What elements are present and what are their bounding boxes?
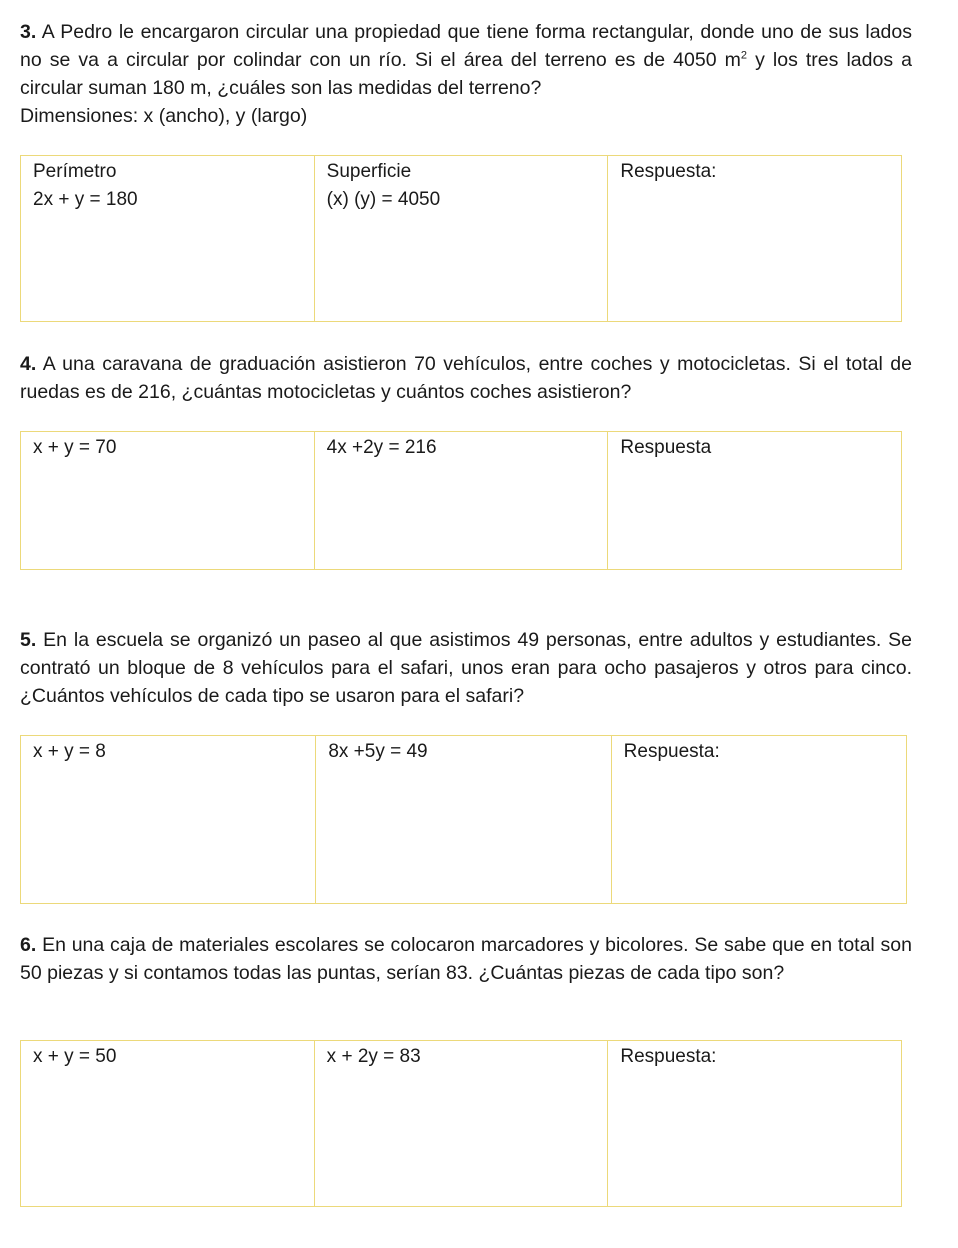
problem-3-statement xyxy=(20,18,912,130)
problem-4-cell-1-label: x + y = 70 xyxy=(33,437,117,458)
problem-5-cell-2-label: 8x +5y = 49 xyxy=(328,741,428,762)
problem-6-answer-grid xyxy=(20,1040,902,1207)
problem-5-statement xyxy=(20,626,912,710)
problem-3-cell-1-equation: 2x + y = 180 xyxy=(33,189,138,210)
problem-4-text: A una caravana de graduación asistieron 70 vehículos, entre coches y motocicletas. Si el total de ruedas es de 216, ¿cuántas motocicletas y cuántos coches asistieron? xyxy=(20,353,912,403)
problem-3-cell-perimeter[interactable] xyxy=(21,156,315,321)
problem-3-cell-answer[interactable] xyxy=(608,156,901,321)
problem-5-number: 5. xyxy=(20,629,37,651)
problem-3-dimensions: Dimensiones: x (ancho), y (largo) xyxy=(20,105,308,127)
problem-6-statement xyxy=(20,931,912,987)
problem-5-cell-3-label: Respuesta: xyxy=(623,741,720,762)
problem-5-cell-2[interactable] xyxy=(316,736,611,903)
problem-3-cell-2-label: Superficie xyxy=(326,161,412,182)
problem-6-cell-2[interactable] xyxy=(315,1041,609,1206)
problem-6-cell-answer[interactable] xyxy=(608,1041,901,1206)
problem-4-cell-3-label: Respuesta xyxy=(620,437,712,458)
problem-3-text-end: y los tres lados a circular suman 180 m, ¿cuáles son las medidas del terreno? xyxy=(20,49,912,99)
problem-3-cell-2-equation: (x) (y) = 4050 xyxy=(326,189,441,210)
problem-6-cell-1-label: x + y = 50 xyxy=(33,1046,117,1067)
problem-5-answer-grid xyxy=(20,735,907,904)
problem-5-cell-1[interactable] xyxy=(21,736,316,903)
problem-3-text: A Pedro le encargaron circular una propiedad que tiene forma rectangular, donde uno de sus lados no se va a circular por colindar con un río. Si el área del terreno es de 4050 m xyxy=(20,21,912,71)
problem-3-cell-1-label: Perímetro xyxy=(33,161,117,182)
problem-4-statement xyxy=(20,350,912,406)
problem-3-answer-grid xyxy=(20,155,902,322)
problem-5-text: En la escuela se organizó un paseo al que asistimos 49 personas, entre adultos y estudiantes. Se contrató un bloque de 8 vehículos para el safari, unos eran para ocho pasajeros y otros para cinco. ¿Cuántos vehículos de cada tipo se usaron para el safari? xyxy=(20,629,913,707)
problem-3-cell-surface[interactable] xyxy=(315,156,609,321)
problem-6-cell-1[interactable] xyxy=(21,1041,315,1206)
problem-6-cell-2-label: x + 2y = 83 xyxy=(326,1046,421,1067)
problem-4-number: 4. xyxy=(20,353,37,375)
problem-6-cell-3-label: Respuesta: xyxy=(620,1046,717,1067)
problem-4-cell-2-label: 4x +2y = 216 xyxy=(326,437,437,458)
problem-5-cell-1-label: x + y = 8 xyxy=(33,741,106,762)
problem-6-text: En una caja de materiales escolares se colocaron marcadores y bicolores. Se sabe que en total son 50 piezas y si contamos todas las puntas, serían 83. ¿Cuántas piezas de cada tipo son? xyxy=(20,934,912,984)
problem-4-answer-grid xyxy=(20,431,902,570)
problem-3-number: 3. xyxy=(20,21,37,43)
problem-5-cell-answer[interactable] xyxy=(612,736,906,903)
problem-3-superscript: 2 xyxy=(740,49,747,62)
problem-4-cell-1[interactable] xyxy=(21,432,315,569)
problem-4-cell-2[interactable] xyxy=(315,432,609,569)
problem-6-number: 6. xyxy=(20,934,37,956)
problem-3-cell-3-label: Respuesta: xyxy=(620,161,717,182)
problem-4-cell-answer[interactable] xyxy=(608,432,901,569)
